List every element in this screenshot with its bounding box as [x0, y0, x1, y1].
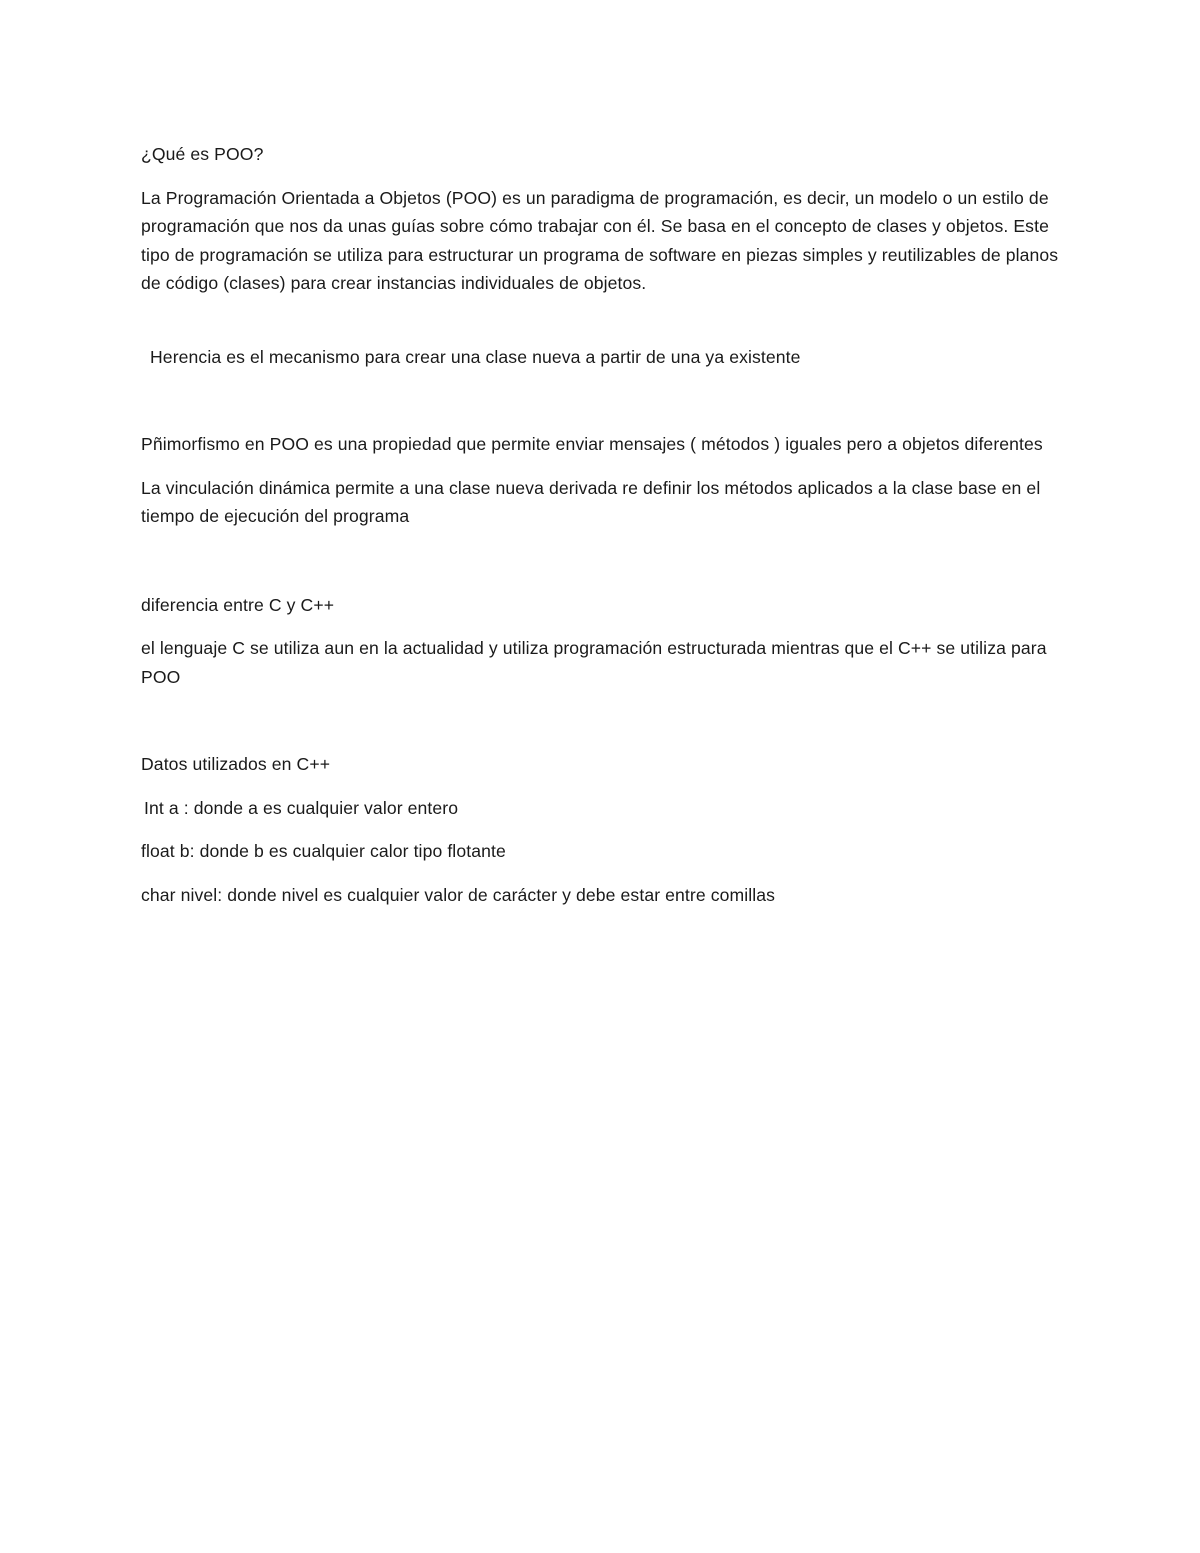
paragraph-polimorfismo: Pñimorfismo en POO es una propiedad que permite enviar mensajes ( métodos ) iguales pero a objetos diferentes — [141, 434, 1043, 454]
paragraph-vinculacion: La vinculación dinámica permite a una clase nueva derivada re definir los métodos aplicados a la clase base en el tiempo de ejecución del programa — [141, 477, 1041, 526]
section-title-poo: ¿Qué es POO? — [141, 144, 264, 164]
paragraph-diferencia: el lenguaje C se utiliza aun en la actualidad y utiliza programación estructurada mientras que el C++ se utiliza para POO — [141, 638, 1047, 687]
section-title-diferencia: diferencia entre C y C++ — [141, 594, 335, 615]
list-item-float: float b: donde b es cualquier calor tipo flotante — [141, 841, 506, 861]
paragraph-poo-definition: La Programación Orientada a Objetos (POO) es un paradigma de programación, es decir, un modelo o un estilo de programación que nos da unas guías sobre cómo trabajar con él. Se basa en el concepto de clases y objetos. Este tipo de programación se utiliza para estructurar un programa de software en piezas simples y reutilizables de planos de código (clases) para crear instancias individuales de objetos. — [141, 187, 1059, 293]
list-item-char: char nivel: donde nivel es cualquier valor de carácter y debe estar entre comillas — [141, 884, 776, 905]
list-item-int: Int a : donde a es cualquier valor entero — [144, 797, 459, 818]
section-title-datos: Datos utilizados en C++ — [141, 754, 331, 774]
paragraph-herencia: Herencia es el mecanismo para crear una clase nueva a partir de una ya existente — [150, 346, 801, 367]
document-body — [141, 140, 1061, 909]
